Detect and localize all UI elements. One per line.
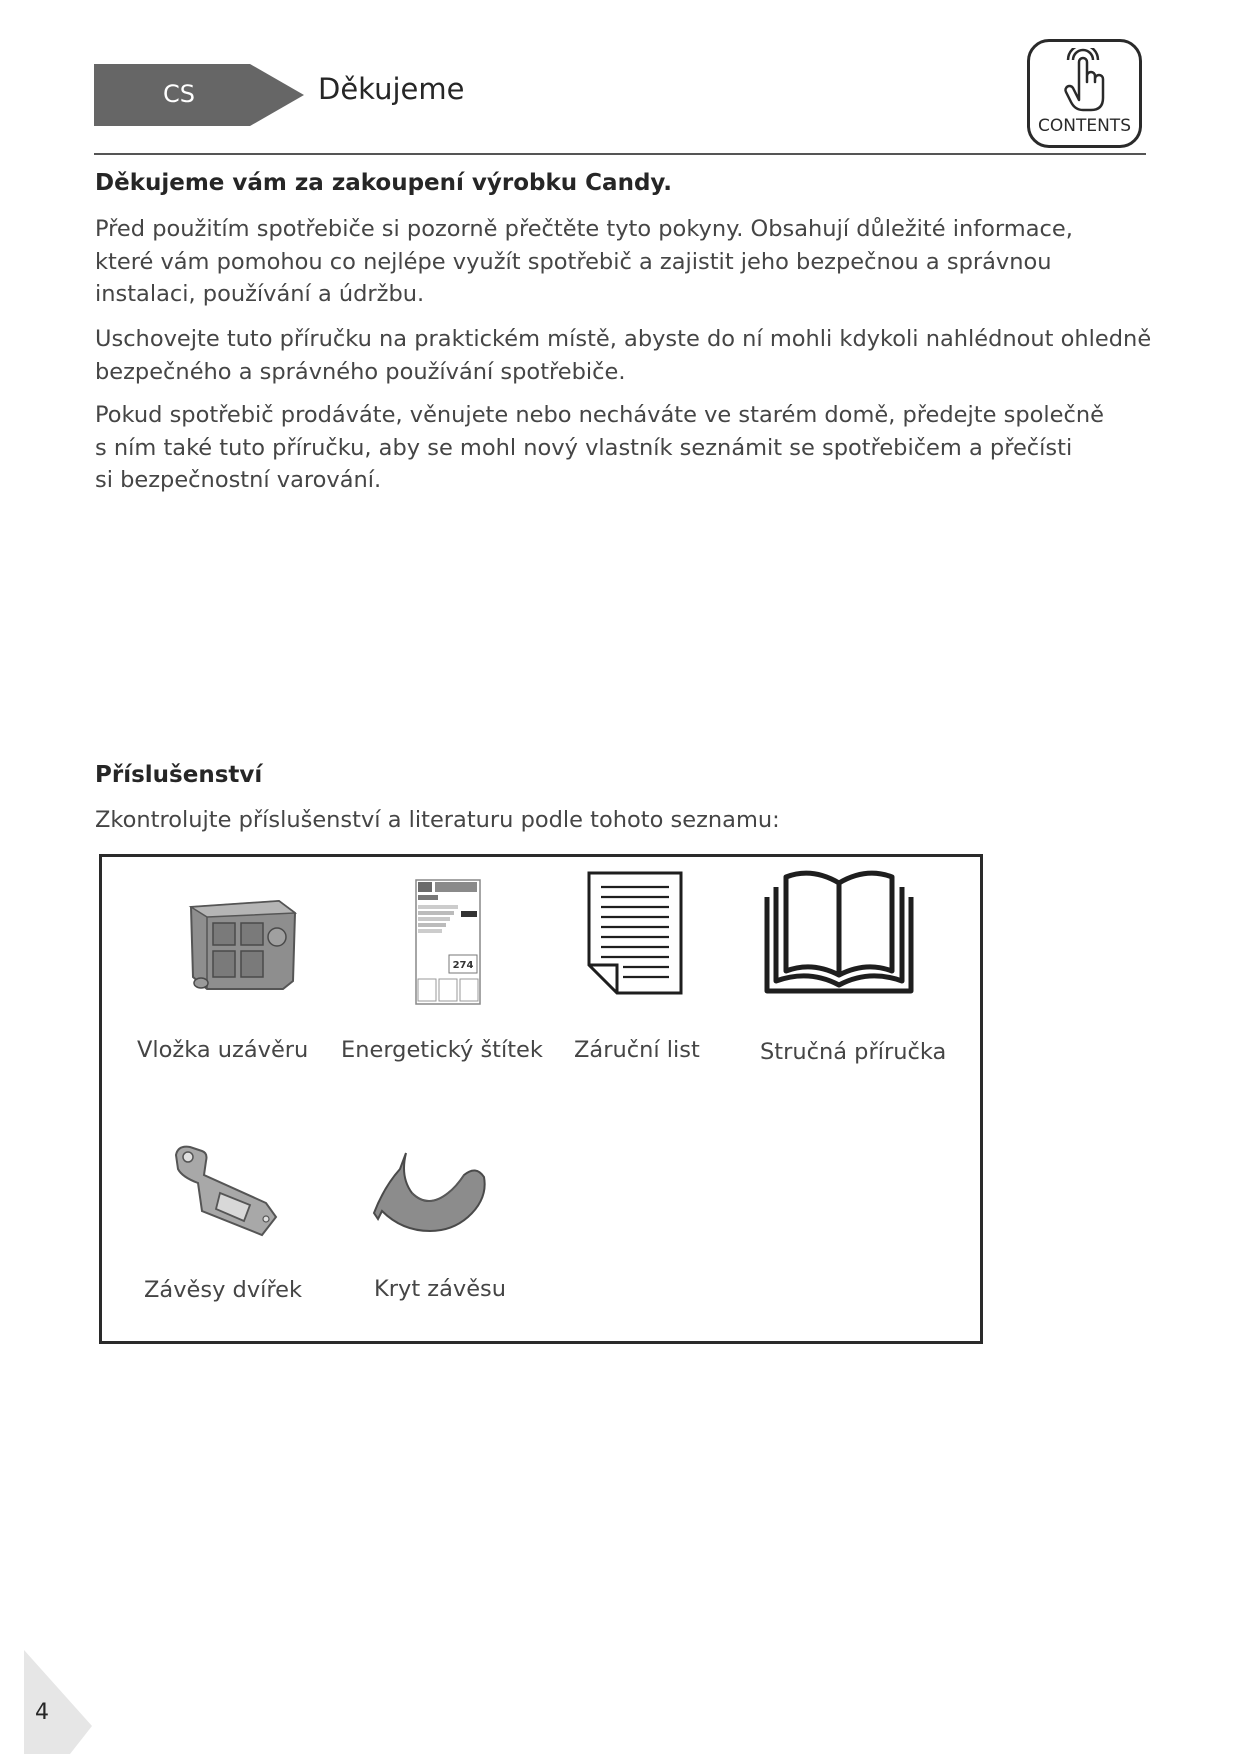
touch-hand-icon bbox=[1063, 48, 1109, 112]
page-number: 4 bbox=[35, 1700, 49, 1725]
header-divider bbox=[94, 153, 1146, 155]
language-tab bbox=[94, 64, 304, 126]
quick-guide-book-icon bbox=[764, 869, 914, 995]
closure-insert-icon bbox=[187, 897, 299, 995]
warranty-sheet-icon bbox=[587, 871, 683, 995]
accessories-box bbox=[99, 854, 983, 1344]
language-code: CS bbox=[163, 80, 195, 108]
contents-label: CONTENTS bbox=[1038, 116, 1131, 136]
intro-paragraph: Před použitím spotřebiče si pozorně přečtěte tyto pokyny. Obsahují důležité informace, které vám pomohou co nejlépe využít spotřebič a zajistit jeho bezpečnou a správnou instalaci, používání a údržbu. bbox=[95, 216, 1073, 307]
accessory-label: Stručná příručka bbox=[760, 1039, 947, 1065]
contents-button[interactable] bbox=[1027, 39, 1142, 148]
accessory-label: Závěsy dvířek bbox=[144, 1277, 303, 1303]
intro-paragraph: Pokud spotřebič prodáváte, věnujete nebo necháváte ve starém domě, předejte společně s ním také tuto příručku, aby se mohl nový vlastník seznámit se spotřebičem a přečísti si bezpečnostní varování. bbox=[95, 402, 1104, 493]
accessory-label: Vložka uzávěru bbox=[137, 1037, 309, 1063]
energy-label-icon bbox=[415, 879, 481, 1005]
intro-heading: Děkujeme vám za zakoupení výrobku Candy. bbox=[95, 170, 673, 196]
hinge-cover-icon bbox=[372, 1147, 490, 1241]
accessories-heading: Příslušenství bbox=[95, 762, 263, 788]
page-title: Děkujeme bbox=[318, 72, 465, 106]
accessory-label: Kryt závěsu bbox=[374, 1276, 507, 1302]
accessory-label: Záruční list bbox=[574, 1037, 700, 1063]
accessories-intro: Zkontrolujte příslušenství a literaturu podle tohoto seznamu: bbox=[95, 807, 780, 833]
accessory-label: Energetický štítek bbox=[341, 1037, 543, 1063]
energy-label-value: 274 bbox=[452, 960, 474, 971]
intro-paragraph: Uschovejte tuto příručku na praktickém místě, abyste do ní mohli kdykoli nahlédnout ohledně bezpečného a správného používání spotřebiče. bbox=[95, 326, 1152, 385]
door-hinge-icon bbox=[172, 1143, 282, 1239]
